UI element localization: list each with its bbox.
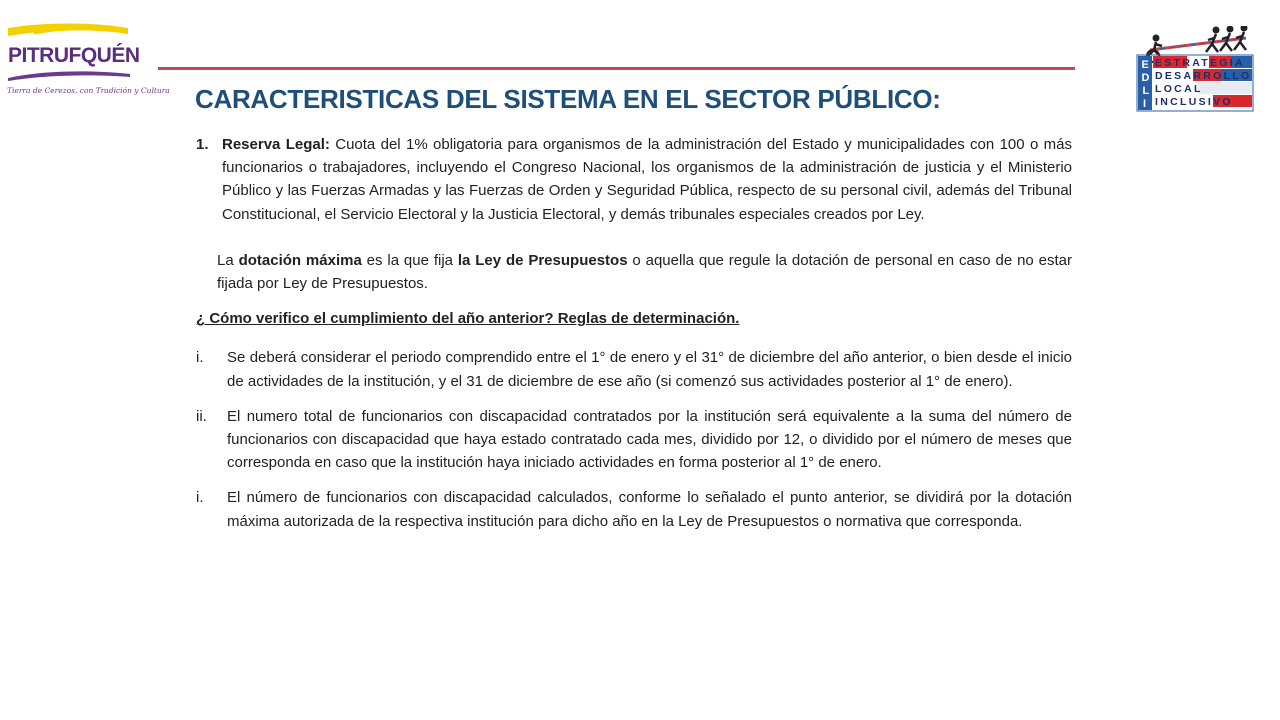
- logo-word-strategy: ESTRATEGIA: [1155, 57, 1245, 69]
- logo-word-inclusive: INCLUSIVO: [1155, 96, 1233, 108]
- text-run: La: [217, 251, 239, 269]
- term-label: Reserva Legal:: [222, 136, 330, 153]
- bold-term: dotación máxima: [238, 251, 362, 269]
- logo-tagline: Tierra de Cerezos, con Tradición y Cultura: [7, 86, 170, 95]
- list-text: [222, 133, 1072, 226]
- rule-number: i.: [196, 489, 204, 507]
- rule-text: El número de funcionarios con discapacidad calculados, conforme lo señalado el punto anterior, se dividirá por la dotación máxima autorizada de la respectiva institución para dicho año en la Ley de Presupuestos o normativa que corresponda.: [227, 489, 1072, 530]
- rule-item: [196, 405, 1072, 475]
- rule-item: [196, 486, 1072, 532]
- edli-logo: [1136, 26, 1254, 112]
- logo-word-local: LOCAL: [1155, 83, 1203, 95]
- dotacion-paragraph: [196, 249, 1072, 295]
- rule-number: i.: [196, 349, 204, 367]
- list-item-legal-reserve: [196, 133, 1072, 226]
- svg-text:D: D: [1141, 72, 1150, 84]
- section-question: ¿ Cómo verifico el cumplimiento del año anterior? Reglas de determinación.: [196, 310, 740, 328]
- logo-word-development: DESARROLLO: [1155, 70, 1252, 82]
- svg-text:E: E: [1141, 59, 1149, 71]
- term-description: Cuota del 1% obligatoria para organismos de la administración del Estado y municipalidades con 100 o más funcionarios o trabajadores, incluyendo el Congreso Nacional, los organismos de la administración de justicia y el Ministerio Público y las Fuerzas Armadas y las Fuerzas de Orden y Seguridad Pública, respecto de su personal civil, además del Tribunal Constitucional, el Servicio Electoral y la Justicia Electoral, y demás tribunales especiales creados por Ley.: [222, 136, 1072, 223]
- rule-item: [196, 346, 1072, 392]
- rule-text: Se deberá considerar el periodo comprendido entre el 1° de enero y el 31° de diciembre del año anterior, o bien desde el inicio de actividades de la institución, y el 31 de diciembre de ese año (si comenzó sus actividades posterior al 1° de enero).: [227, 349, 1072, 390]
- slide-body: [196, 133, 1072, 533]
- rule-number: ii.: [196, 407, 207, 425]
- logo-underline-swoosh-icon: [4, 68, 134, 82]
- svg-text:I: I: [1143, 98, 1147, 110]
- page-title: CARACTERISTICAS DEL SISTEMA EN EL SECTOR PÚBLICO:: [195, 84, 941, 114]
- text-run: o aquella que regule la dotación de personal en caso de no estar fijada por Ley de Presupuestos.: [217, 251, 1072, 293]
- rule-text: El numero total de funcionarios con discapacidad contratados por la institución será equivalente a la suma del número de funcionarios con discapacidad que haya estado contratado cada mes, dividido por 12, o dividido por el número de meses que corresponda en caso que la institución haya iniciado actividades en forma posterior al 1° de enero.: [227, 407, 1072, 472]
- bold-term: la Ley de Presupuestos: [457, 251, 628, 269]
- svg-text:L: L: [1142, 85, 1150, 97]
- text-run: es la que fija: [361, 251, 458, 269]
- pitrufquen-logo: [4, 22, 170, 102]
- list-number: 1.: [196, 136, 209, 153]
- logo-brand-name: PITRUFQUÉN: [8, 44, 140, 67]
- header-divider: [158, 67, 1075, 70]
